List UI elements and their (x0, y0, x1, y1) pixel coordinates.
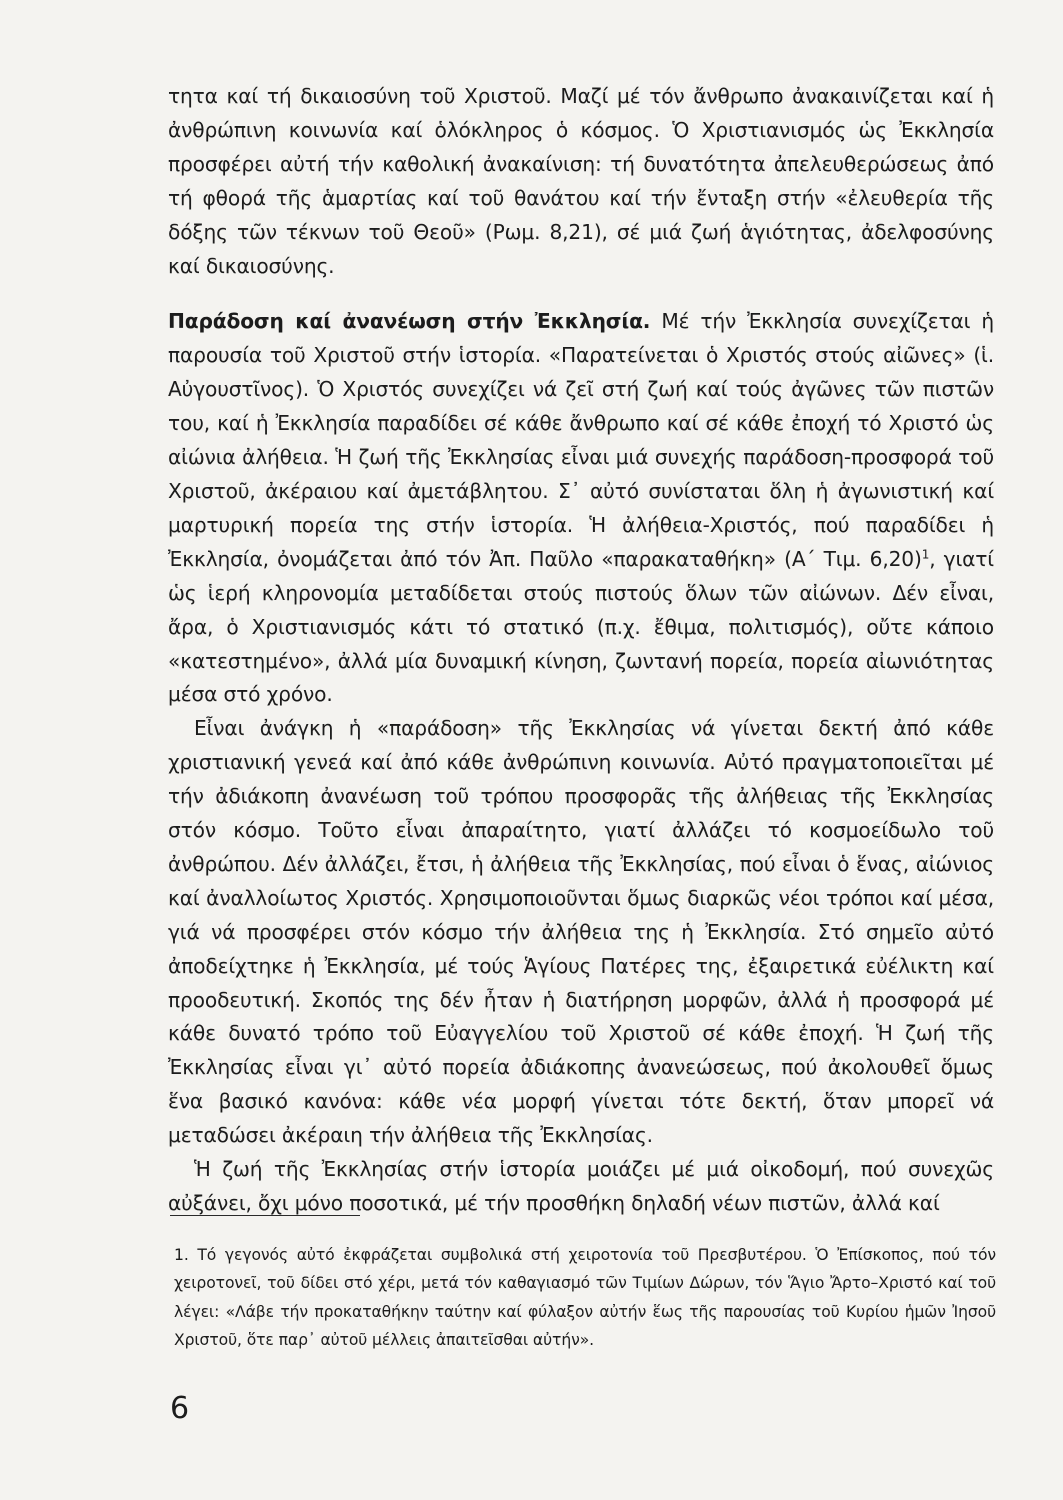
paragraph-text: Μέ τήν Ἐκκλησία συνεχίζεται ἡ παρουσία τοῦ Χριστοῦ στήν ἱστορία. «Παρατείνεται ὁ Χριστός στούς αἰῶνες» (ἱ. Αὐγουστῖνος). Ὁ Χριστός συνεχίζει νά ζεῖ στή ζωή καί τούς ἀγῶνες τῶν πιστῶν του, καί ἡ Ἐκκλησία παραδίδει σέ κάθε ἄνθρωπο καί σέ κάθε ἐποχή τό Χριστό ὡς αἰώνια ἀλήθεια. Ἡ ζωή τῆς Ἐκκλησίας εἶναι μιά συνεχής παράδοση-προσφορά τοῦ Χριστοῦ, ἀκέραιου καί ἀμετάβλητου. Σ᾽ αὐτό συνίσταται ὅλη ἡ ἀγωνιστική καί μαρτυρική πορεία της στήν ἱστορία. Ἡ ἀλήθεια-Χριστός, πού παραδίδει ἡ Ἐκκλησία, ὀνομάζεται ἀπό τόν Ἀπ. Παῦλο «παρακαταθήκη» (Α´ Τιμ. 6,20) (168, 309, 994, 571)
footnote-reference[interactable]: 1 (921, 547, 930, 562)
main-text (168, 80, 994, 1221)
paragraph: τητα καί τή δικαιοσύνη τοῦ Χριστοῦ. Μαζί μέ τόν ἄνθρωπο ἀνακαινίζεται καί ἡ ἀνθρώπινη κοινωνία καί ὁλόκληρος ὁ κόσμος. Ὁ Χριστιανισμός ὡς Ἐκκλησία προσφέρει αὐτή τήν καθολική ἀνακαίνιση: τή δυνατότητα ἀπελευθερώσεως ἀπό τή φθορά τῆς ἁμαρτίας καί τοῦ θανάτου καί τήν ἔνταξη στήν «ἐλευθερία τῆς δόξης τῶν τέκνων τοῦ Θεοῦ» (Ρωμ. 8,21), σέ μιά ζωή ἁγιότητας, ἀδελφοσύνης καί δικαιοσύνης. (168, 84, 994, 278)
section-heading: Παράδοση καί ἀνανέωση στήν Ἐκκλησία. (168, 309, 651, 334)
paragraph-text: , γιατί ὡς ἱερή κληρονομία μεταδίδεται στούς πιστούς ὅλων τῶν αἰώνων. Δέν εἶναι, ἄρα, ὁ Χριστιανισμός κάτι τό στατικό (π.χ. ἔθιμα, πολιτισμός), οὔτε κάποιο «κατεστημένο», ἀλλά μία δυναμική κίνηση, ζωντανή πορεία, πορεία αἰωνιότητας μέσα στό χρόνο. (168, 546, 994, 707)
footnote: 1. Τό γεγονός αὐτό ἐκφράζεται συμβολικά στή χειροτονία τοῦ Πρεσβυτέρου. Ὁ Ἐπίσκοπος, πού τόν χειροτονεῖ, τοῦ δίδει στό χέρι, μετά τόν καθαγιασμό τῶν Τιμίων Δώρων, τόν Ἅγιο Ἄρτο–Χριστό καί τοῦ λέγει: «Λάβε τήν προκαταθήκην ταύτην καί φύλαξον αὐτήν ἕως τῆς παρουσίας τοῦ Κυρίου ἡμῶν Ἰησοῦ Χριστοῦ, ὅτε παρ᾽ αὐτοῦ μέλλεις ἀπαιτεῖσθαι αὐτήν». (174, 1246, 996, 1349)
paragraph: Ἡ ζωή τῆς Ἐκκλησίας στήν ἱστορία μοιάζει μέ μιά οἰκοδομή, πού συνεχῶς αὐξάνει, ὄχι μόνο ποσοτικά, μέ τήν προσθήκη δηλαδή νέων πιστῶν, ἀλλά καί (168, 1157, 994, 1215)
page-number: 6 (170, 1391, 190, 1426)
footnote-divider (170, 1215, 360, 1216)
paragraph: Εἶναι ἀνάγκη ἡ «παράδοση» τῆς Ἐκκλησίας νά γίνεται δεκτή ἀπό κάθε χριστιανική γενεά καί ἀπό κάθε ἀνθρώπινη κοινωνία. Αὐτό πραγματοποιεῖται μέ τήν ἀδιάκοπη ἀνανέωση τοῦ τρόπου προσφορᾶς τῆς ἀλήθειας τῆς Ἐκκλησίας στόν κόσμο. Τοῦτο εἶναι ἀπαραίτητο, γιατί ἀλλάζει τό κοσμοείδωλο τοῦ ἀνθρώπου. Δέν ἀλλάζει, ἔτσι, ἡ ἀλήθεια τῆς Ἐκκλησίας, πού εἶναι ὁ ἕνας, αἰώνιος καί ἀναλλοίωτος Χριστός. Χρησιμοποιοῦνται ὅμως διαρκῶς νέοι τρόποι καί μέσα, γιά νά προσφέρει στόν κόσμο τήν ἀλήθεια της ἡ Ἐκκλησία. Στό σημεῖο αὐτό ἀποδείχτηκε ἡ Ἐκκλησία, μέ τούς Ἁγίους Πατέρες της, ἐξαιρετικά εὐέλικτη καί προοδευτική. Σκοπός της δέν ἦταν ἡ διατήρηση μορφῶν, ἀλλά ἡ προσφορά μέ κάθε δυνατό τρόπο τοῦ Εὐαγγελίου τοῦ Χριστοῦ σέ κάθε ἐποχή. Ἡ ζωή τῆς Ἐκκλησίας εἶναι γι᾽ αὐτό πορεία ἀδιάκοπης ἀνανεώσεως, πού ἀκολουθεῖ ὅμως ἕνα βασικό κανόνα: κάθε νέα μορφή γίνεται τότε δεκτή, ὅταν μπορεῖ νά μεταδώσει ἀκέραιη τήν ἀλήθεια τῆς Ἐκκλησίας. (168, 716, 994, 1148)
paragraph (168, 305, 994, 712)
footnotes (174, 1241, 996, 1354)
